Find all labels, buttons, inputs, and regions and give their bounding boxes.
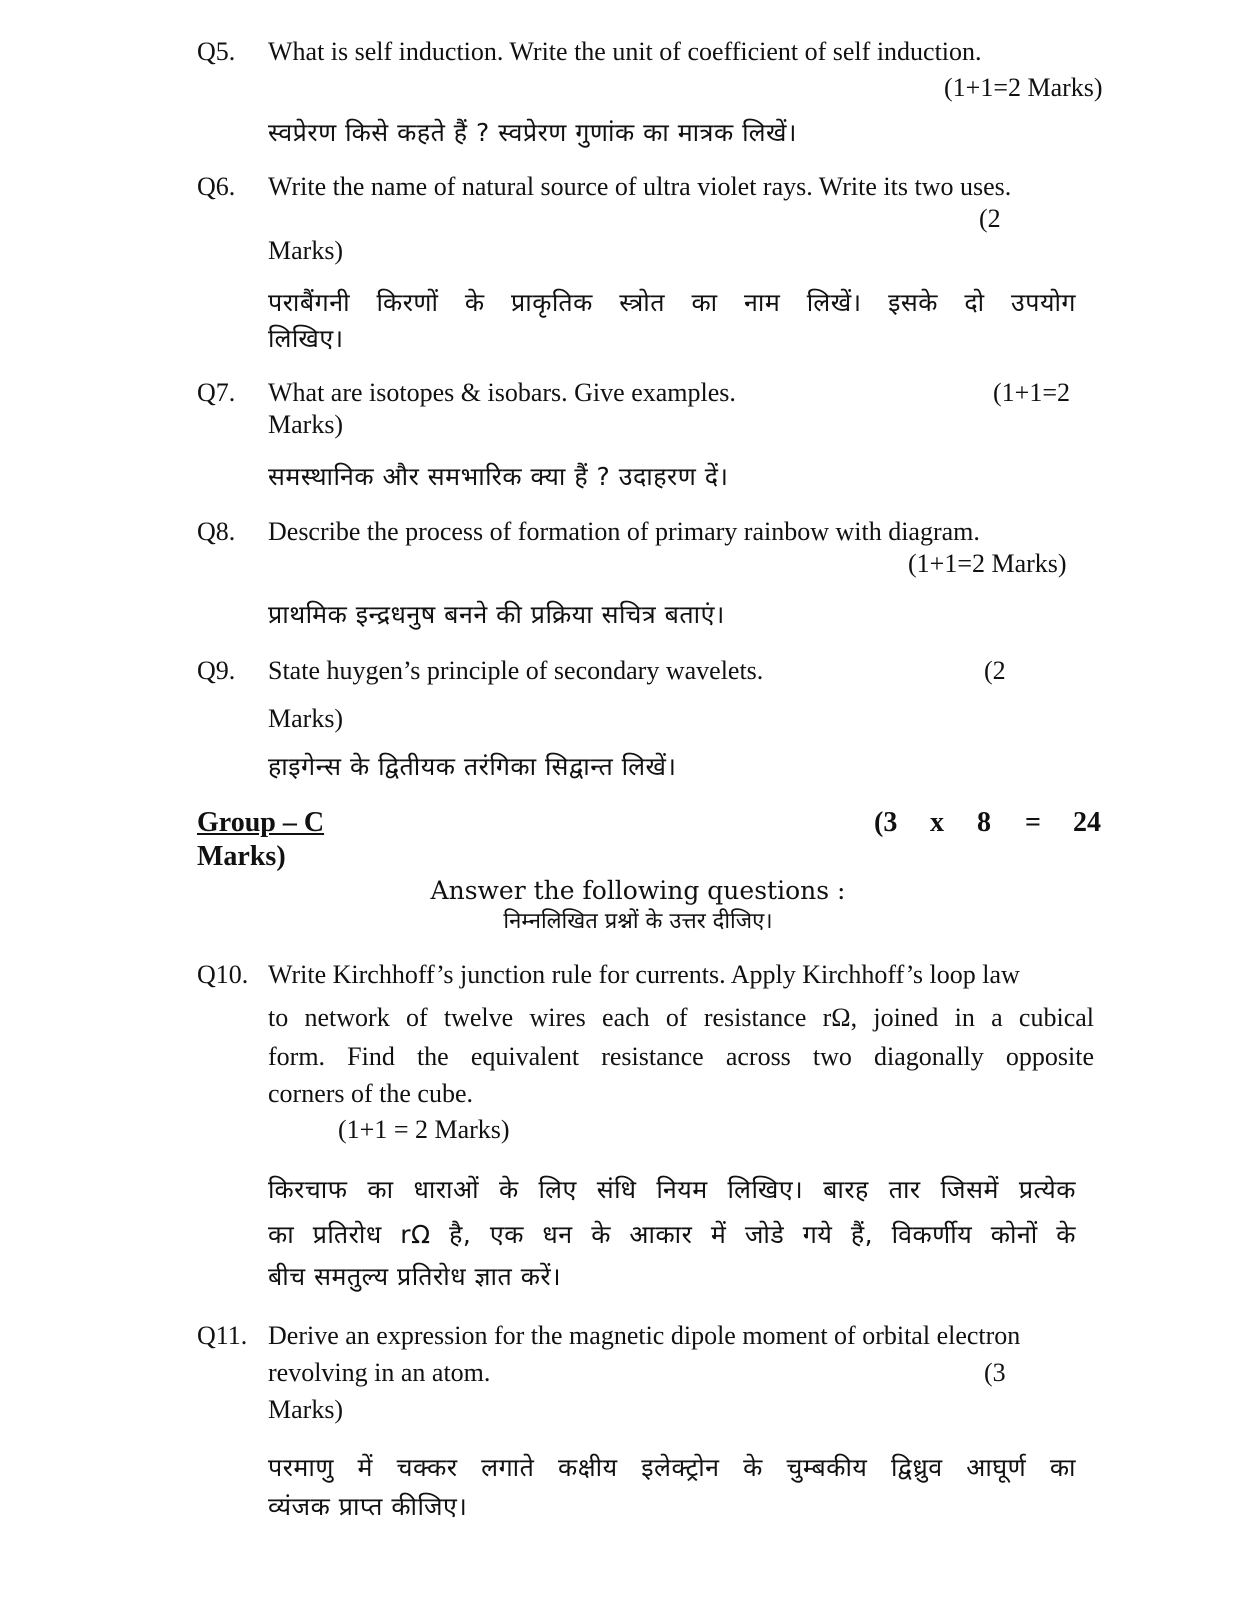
q6-number: Q6. xyxy=(197,172,236,201)
q8-number: Q8. xyxy=(197,517,236,546)
q10-line3: form. Find the equivalent resistance across two diagonally opposite xyxy=(268,1042,1094,1071)
q9-question: State huygen’s principle of secondary wavelets. xyxy=(268,656,764,685)
q5-number: Q5. xyxy=(197,37,236,66)
q10-hindi-line1: किरचाफ का धाराओं के लिए संधि नियम लिखिए। बारह तार जिसमें प्रत्येक xyxy=(268,1175,1076,1204)
q7-marks: (1+1=2 xyxy=(993,378,1070,407)
q5-question: What is self induction. Write the unit of coefficient of self induction. xyxy=(268,37,982,66)
q9-hindi: हाइगेन्स के द्वितीयक तरंगिका सिद्वान्त लिखें। xyxy=(268,752,677,781)
group-c-title: Group – C xyxy=(197,807,325,838)
q6-marks: (2 xyxy=(979,204,1001,233)
q10-hindi-line2: का प्रतिरोध rΩ है, एक धन के आकार में जोडे गये हैं, विकर्णीय कोनों के xyxy=(268,1220,1076,1249)
q11-marks-cont: Marks) xyxy=(268,1395,344,1424)
group-c-marks-count: 8 xyxy=(977,807,991,838)
q11-number: Q11. xyxy=(197,1321,248,1350)
group-c-marks-equals: = xyxy=(1025,807,1041,838)
q8-question: Describe the process of formation of primary rainbow with diagram. xyxy=(268,517,980,546)
q7-marks-cont: Marks) xyxy=(268,410,344,439)
q11-line2: revolving in an atom. xyxy=(268,1358,491,1387)
q6-marks-cont: Marks) xyxy=(268,236,344,265)
q6-hindi-line1: पराबैंगनी किरणों के प्राकृतिक स्त्रोत का नाम लिखें। इसके दो उपयोग xyxy=(268,288,1076,317)
q11-hindi-line1: परमाणु में चक्कर लगाते कक्षीय इलेक्ट्रोन के चुम्बकीय द्विध्रुव आघूर्ण का xyxy=(268,1453,1076,1482)
q5-hindi: स्वप्रेरण किसे कहते हैं ? स्वप्रेरण गुणांक का मात्रक लिखें। xyxy=(268,118,797,147)
group-c-instruction-hi: निम्नलिखित प्रश्नों के उत्तर दीजिए। xyxy=(503,909,773,934)
group-c-marks-tail: Marks) xyxy=(197,841,286,872)
group-c-marks-total: 24 xyxy=(1073,807,1101,838)
q6-question: Write the name of natural source of ultra violet rays. Write its two uses. xyxy=(268,172,1012,201)
q9-marks: (2 xyxy=(984,656,1006,685)
q10-line1: Write Kirchhoff’s junction rule for currents. Apply Kirchhoff’s loop law xyxy=(268,960,1020,989)
q11-hindi-line2: व्यंजक प्राप्त कीजिए। xyxy=(268,1492,468,1521)
group-c-marks-times: x xyxy=(930,807,944,838)
q7-number: Q7. xyxy=(197,378,236,407)
q9-marks-cont: Marks) xyxy=(268,704,344,733)
q9-number: Q9. xyxy=(197,656,236,685)
q5-marks: (1+1=2 Marks) xyxy=(944,73,1103,102)
q8-marks: (1+1=2 Marks) xyxy=(908,549,1067,578)
q11-marks: (3 xyxy=(984,1358,1006,1387)
q7-question: What are isotopes & isobars. Give examples. xyxy=(268,378,736,407)
group-c-instruction-en: Answer the following questions : xyxy=(430,876,846,905)
q11-line1: Derive an expression for the magnetic dipole moment of orbital electron xyxy=(268,1321,1021,1350)
q10-number: Q10. xyxy=(197,960,249,989)
q10-line2: to network of twelve wires each of resistance rΩ, joined in a cubical xyxy=(268,1003,1094,1032)
q6-hindi-line2: लिखिए। xyxy=(268,324,344,353)
q10-line4: corners of the cube. xyxy=(268,1079,474,1108)
q10-hindi-line3: बीच समतुल्य प्रतिरोध ज्ञात करें। xyxy=(268,1262,562,1291)
q8-hindi: प्राथमिक इन्द्रधनुष बनने की प्रक्रिया सचित्र बताएं। xyxy=(268,600,725,629)
q7-hindi: समस्थानिक और समभारिक क्या हैं ? उदाहरण दें। xyxy=(268,462,729,491)
q10-marks: (1+1 = 2 Marks) xyxy=(338,1115,510,1144)
group-c-marks-open: (3 xyxy=(874,807,898,838)
